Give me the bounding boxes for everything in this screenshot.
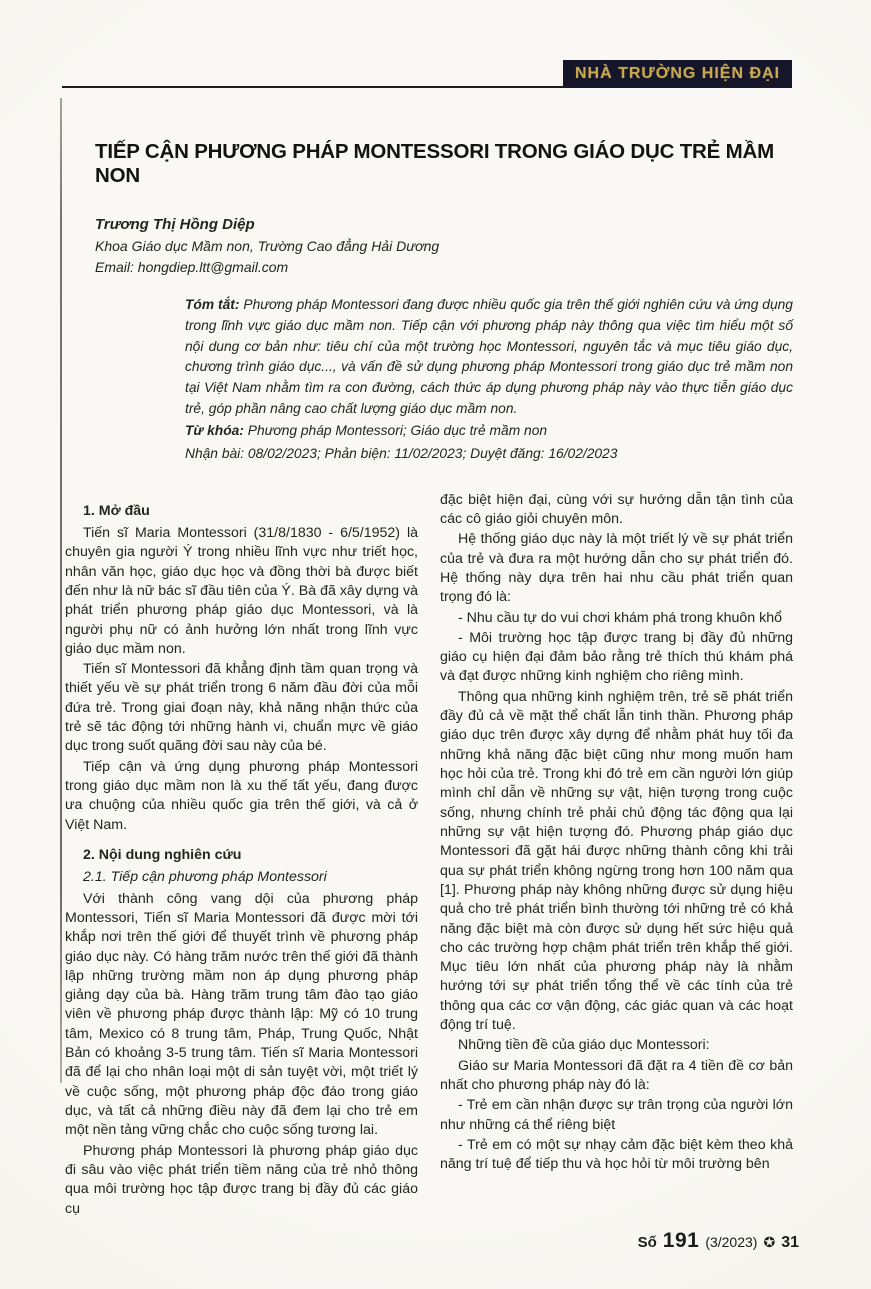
section-heading: 1. Mở đầu bbox=[83, 502, 150, 519]
abstract-label: Tóm tắt: bbox=[185, 297, 240, 313]
footer-page-number: 31 bbox=[781, 1234, 799, 1251]
footer-issue-date: (3/2023) bbox=[705, 1234, 758, 1250]
paragraph: Tiến sĩ Montessori đã khẳng định tầm quan trọng và thiết yếu về sự phát triển trong 6 năm đầu đời của mỗi đứa trẻ. Trong giai đoạn này, khả năng nhận thức của trẻ sẽ tác động tới những hành vi, chuẩn mực về giáo dục trong suốt quãng đời sau này của bé. bbox=[65, 661, 418, 755]
footer-ornament-icon: ✪ bbox=[763, 1234, 776, 1250]
subsection-heading: 2.1. Tiếp cận phương pháp Montessori bbox=[83, 869, 327, 886]
bullet-item: - Trẻ em có một sự nhạy cảm đặc biệt kèm theo khả năng trí tuệ để tiếp thu và học hỏi từ môi trường bên bbox=[440, 1136, 793, 1173]
section-heading: 2. Nội dung nghiên cứu bbox=[83, 846, 242, 863]
bullet-item: - Môi trường học tập được trang bị đầy đủ những giáo cụ hiện đại đảm bảo rằng trẻ thích thú khám phá và đạt được những kinh nghiệm cho riêng mình. bbox=[440, 629, 793, 685]
footer-issue-number: 191 bbox=[662, 1229, 700, 1252]
article-title: TIẾP CẬN PHƯƠNG PHÁP MONTESSORI TRONG GIÁO DỤC TRẺ MẦM NON bbox=[95, 140, 774, 187]
section-badge: NHÀ TRƯỜNG HIỆN ĐẠI bbox=[563, 60, 792, 87]
keywords-line bbox=[185, 421, 793, 442]
paragraph: Với thành công vang dội của phương pháp Montessori, Tiến sĩ Maria Montessori đã được mời tới khắp nơi trên thế giới để thuyết trình về phương pháp giáo dục này. Có hàng trăm nước trên thế giới đã thành lập những trường mầm non áp dụng phương pháp giảng dạy của bà. Hàng trăm trung tâm đào tạo giáo viên về phương pháp được thành lập: Mỹ có 10 trung tâm, Mexico có 8 trung tâm, Pháp, Trung Quốc, Nhật Bản có khoảng 3-5 trung tâm. Tiến sĩ Maria Montessori đã để lại cho nhân loại một di sản tuyệt vời, một triết lý về cuộc sống, một phương pháp độc đáo trong giáo dục, và tất cả những điều này đã đem lại cho trẻ em một nền tảng vững chắc cho cuộc sống tương lai. bbox=[65, 890, 418, 1139]
paragraph: Thông qua những kinh nghiệm trên, trẻ sẽ phát triển đầy đủ cả về mặt thể chất lẫn tinh thần. Phương pháp giáo dục trên được xây dựng để nhằm phát huy tối đa những khả năng đặc biệt cũng như mong muốn ham học hỏi của trẻ. Trong khi đó trẻ em cần người lớn giúp mình chỉ dẫn về những sự vật, hiện tượng trong cuộc sống, nhưng chính trẻ phải chủ động tác động qua lại những sự vật hiện tượng đó. Phương pháp giáo dục Montessori đã gặt hái được những thành công khi trải qua sự phát triển không ngừng trong hơn 100 năm qua [1]. Phương pháp này không những được sử dụng hiệu quả cho trẻ phát triển bình thường tới những trẻ có khả năng đặc biệt mà còn được sử dụng hết sức hiệu quả cho các trường hợp chậm phát triển trên khắp thế giới. Mục tiêu lớn nhất của phương pháp này là nhằm hướng tới sự phát triển tổng thể về các tính của trẻ thông qua các cơ vận động, các giác quan và các hoạt động trí tuệ. bbox=[440, 688, 793, 1034]
abstract-block bbox=[185, 295, 793, 465]
article-content bbox=[65, 118, 793, 1220]
keywords-text: Phương pháp Montessori; Giáo dục trẻ mầm non bbox=[243, 423, 548, 439]
paragraph: Tiếp cận và ứng dụng phương pháp Montessori trong giáo dục mầm non là xu thế tất yếu, đang được ưa chuộng của nhiều quốc gia trên thế giới, và cả ở Việt Nam. bbox=[65, 758, 418, 833]
scan-spine-line bbox=[60, 98, 62, 1083]
paragraph: Giáo sư Maria Montessori đã đặt ra 4 tiền đề cơ bản nhất cho phương pháp này đó là: bbox=[440, 1057, 793, 1094]
page-footer bbox=[638, 1229, 799, 1253]
paragraph: Hệ thống giáo dục này là một triết lý về sự phát triển của trẻ và đưa ra một hướng dẫn cho sự phát triển đó. Hệ thống này dựa trên hai nhu cầu phát triển quan trọng đó là: bbox=[440, 531, 793, 606]
footer-issue-label: Số bbox=[637, 1234, 657, 1251]
bullet-item: - Nhu cầu tự do vui chơi khám phá trong khuôn khổ bbox=[458, 609, 783, 626]
right-column bbox=[440, 491, 793, 1220]
author-name: Trương Thị Hồng Diệp bbox=[95, 216, 255, 234]
keywords-label: Từ khóa: bbox=[185, 423, 244, 439]
body-columns bbox=[65, 491, 793, 1220]
author-email: Email: hongdiep.ltt@gmail.com bbox=[95, 259, 289, 276]
paragraph-continuation: đặc biệt hiện đại, cùng với sự hướng dẫn tận tình của các cô giáo giỏi chuyên môn. bbox=[440, 491, 793, 527]
paragraph: Những tiền đề của giáo dục Montessori: bbox=[458, 1037, 710, 1054]
left-column bbox=[65, 491, 418, 1220]
submission-dates: Nhận bài: 08/02/2023; Phản biện: 11/02/2023; Duyệt đăng: 16/02/2023 bbox=[185, 445, 618, 461]
paragraph: Phương pháp Montessori là phương pháp giáo dục đi sâu vào việc phát triển tiềm năng của trẻ nhỏ thông qua môi trường học tập được trang bị đầy đủ các giáo cụ bbox=[65, 1142, 418, 1217]
bullet-item: - Trẻ em cần nhận được sự trân trọng của người lớn như những cá thể riêng biệt bbox=[440, 1097, 793, 1133]
abstract-text: Phương pháp Montessori đang được nhiều quốc gia trên thế giới nghiên cứu và ứng dụng trong lĩnh vực giáo dục mầm non. Tiếp cận với phương pháp này thông qua việc tìm hiểu một số nội dung cơ bản như: tiêu chí của một trường học Montessori, nguyên tắc và mục tiêu giáo dục, chương trình giáo dục..., và vấn đề sử dụng phương pháp Montessori trong giáo dục trẻ mầm non tại Việt Nam nhằm tìm ra con đường, cách thức áp dụng phương pháp này vào thực tiễn giáo dục trẻ, góp phần nâng cao chất lượng giáo dục mầm non. bbox=[185, 297, 793, 416]
author-block bbox=[95, 215, 793, 277]
author-affiliation: Khoa Giáo dục Mầm non, Trường Cao đẳng Hải Dương bbox=[95, 238, 440, 255]
paragraph: Tiến sĩ Maria Montessori (31/8/1830 - 6/5/1952) là chuyên gia người Ý trong nhiều lĩnh vực như triết học, nhân văn học, giáo dục học và đồng thời bà được biết đến như là nữ bác sĩ đầu tiên của Ý. Bà đã xây dựng và phát triển phương pháp giáo dục Montessori, và là người phụ nữ có ảnh hưởng lớn nhất trong lĩnh vực giáo dục mầm non. bbox=[65, 524, 418, 657]
abstract-paragraph bbox=[185, 295, 793, 419]
